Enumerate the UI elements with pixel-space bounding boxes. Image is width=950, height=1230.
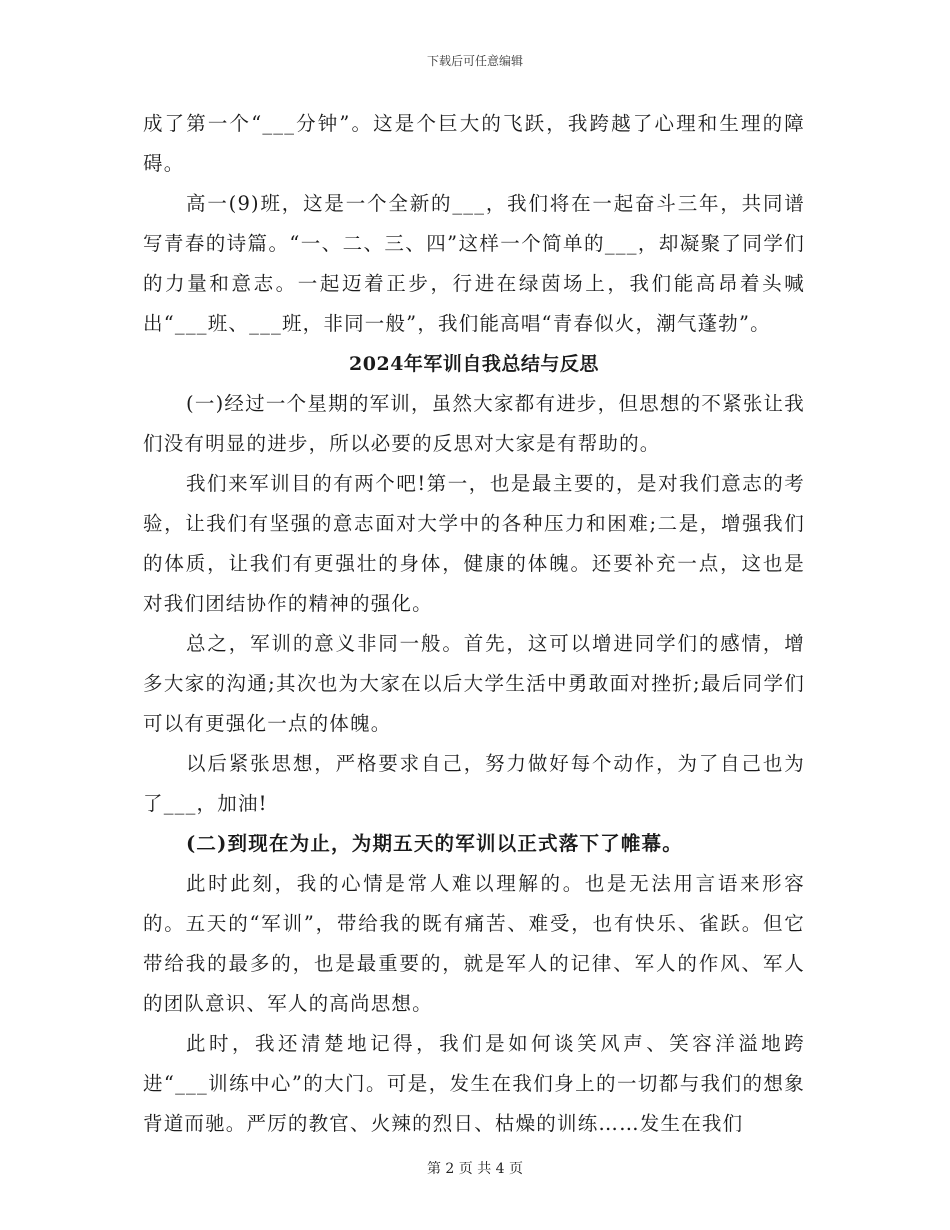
paragraph-significance: 总之，军训的意义非同一般。首先，这可以增进同学们的感情，增多大家的沟通;其次也为大家在以后大学生活中勇敢面对挫折;最后同学们可以有更强化一点的体魄。 xyxy=(143,632,805,735)
paragraph-class-intro: 高一(9)班，这是一个全新的___，我们将在一起奋斗三年，共同谱写青春的诗篇。“一、二、三、四”这样一个简单的___，却凝聚了同学们的力量和意志。一起迈着正步，行进在绿茵场上，我们能高昂着头喊出“___班、___班，非同一般”，我们能高唱“青春似火，潮气蓬勃”。 xyxy=(143,192,805,335)
paragraph-reflection-1: (一)经过一个星期的军训，虽然大家都有进步，但思想的不紧张让我们没有明显的进步，所以必要的反思对大家是有帮助的。 xyxy=(143,392,805,455)
page-footer: 第 2 页 共 4 页 xyxy=(426,1161,524,1177)
paragraph-feelings: 此时此刻，我的心情是常人难以理解的。也是无法用言语来形容的。五天的“军训”，带给我的既有痛苦、难受，也有快乐、雀跃。但它带给我的最多的，也是最重要的，就是军人的记律、军人的作风、军人的团队意识、军人的高尚思想。 xyxy=(143,872,805,1015)
paragraph-continuation: 成了第一个“___分钟”。这是个巨大的飞跃，我跨越了心理和生理的障碍。 xyxy=(143,112,805,175)
paragraph-resolution: 以后紧张思想，严格要求自己，努力做好每个动作，为了自己也为了___，加油! xyxy=(143,752,805,815)
document-body xyxy=(143,104,805,1144)
page-header: 下载后可任意编辑 xyxy=(426,54,523,68)
paragraph-memory: 此时，我还清楚地记得，我们是如何谈笑风声、笑容洋溢地跨进“___训练中心”的大门。可是，发生在我们身上的一切都与我们的想象背道而驰。严厉的教官、火辣的烈日、枯燥的训练……发生在我们 xyxy=(143,1032,805,1135)
paragraph-part-two-heading: (二)到现在为止，为期五天的军训以正式落下了帷幕。 xyxy=(186,832,683,855)
section-title: 2024年军训自我总结与反思 xyxy=(349,353,599,375)
paragraph-purpose: 我们来军训目的有两个吧!第一，也是最主要的，是对我们意志的考验，让我们有坚强的意志面对大学中的各种压力和困难;二是，增强我们的体质，让我们有更强壮的身体，健康的体魄。还要补充一点，这也是对我们团结协作的精神的强化。 xyxy=(143,472,805,615)
